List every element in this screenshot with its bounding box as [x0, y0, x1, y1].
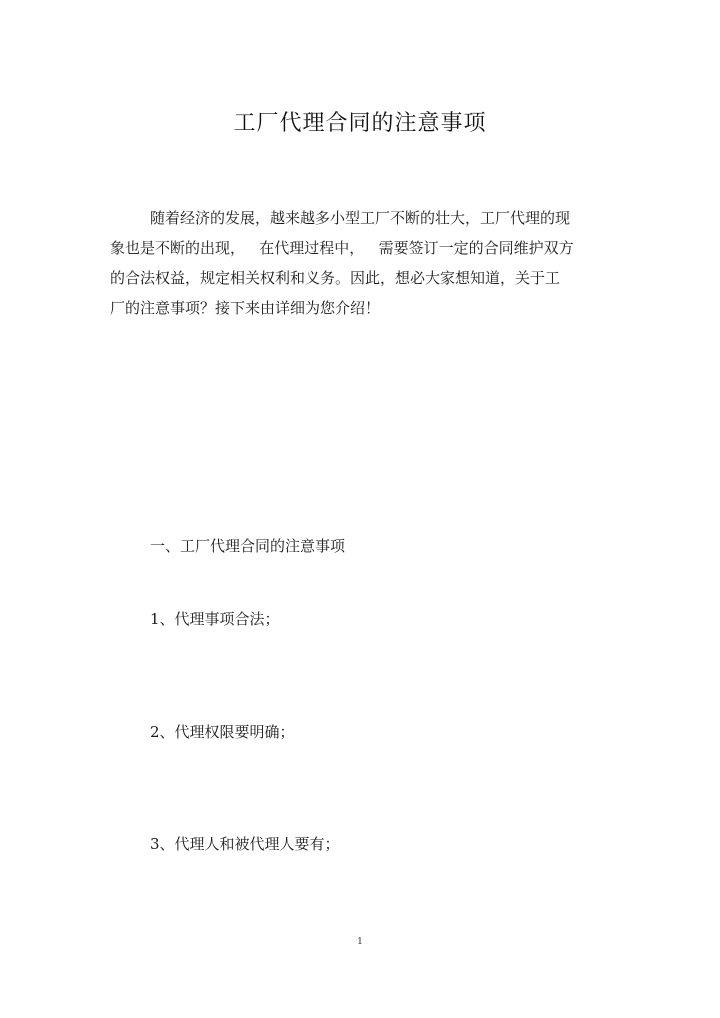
page-number: 1: [357, 937, 363, 947]
list-item: 3、代理人和被代理人要有；: [150, 835, 340, 853]
list-item: 2、代理权限要明确；: [150, 723, 295, 741]
section-heading: 一、工厂代理合同的注意事项: [150, 537, 346, 555]
intro-line: 随着经济的发展，越来越多小型工厂不断的壮大，工厂代理的现: [150, 209, 571, 227]
intro-line: 象也是不断的出现， 在代理过程中， 需要签订一定的合同维护双方: [110, 239, 574, 257]
intro-line: 厂的注意事项？接下来由详细为您介绍！: [110, 299, 381, 317]
intro-paragraph: [110, 203, 600, 323]
intro-line: 的合法权益，规定相关权利和义务。因此，想必大家想知道，关于工: [110, 269, 561, 287]
list-item: 1、代理事项合法；: [150, 610, 280, 628]
page-title: 工厂代理合同的注意事项: [233, 111, 487, 136]
